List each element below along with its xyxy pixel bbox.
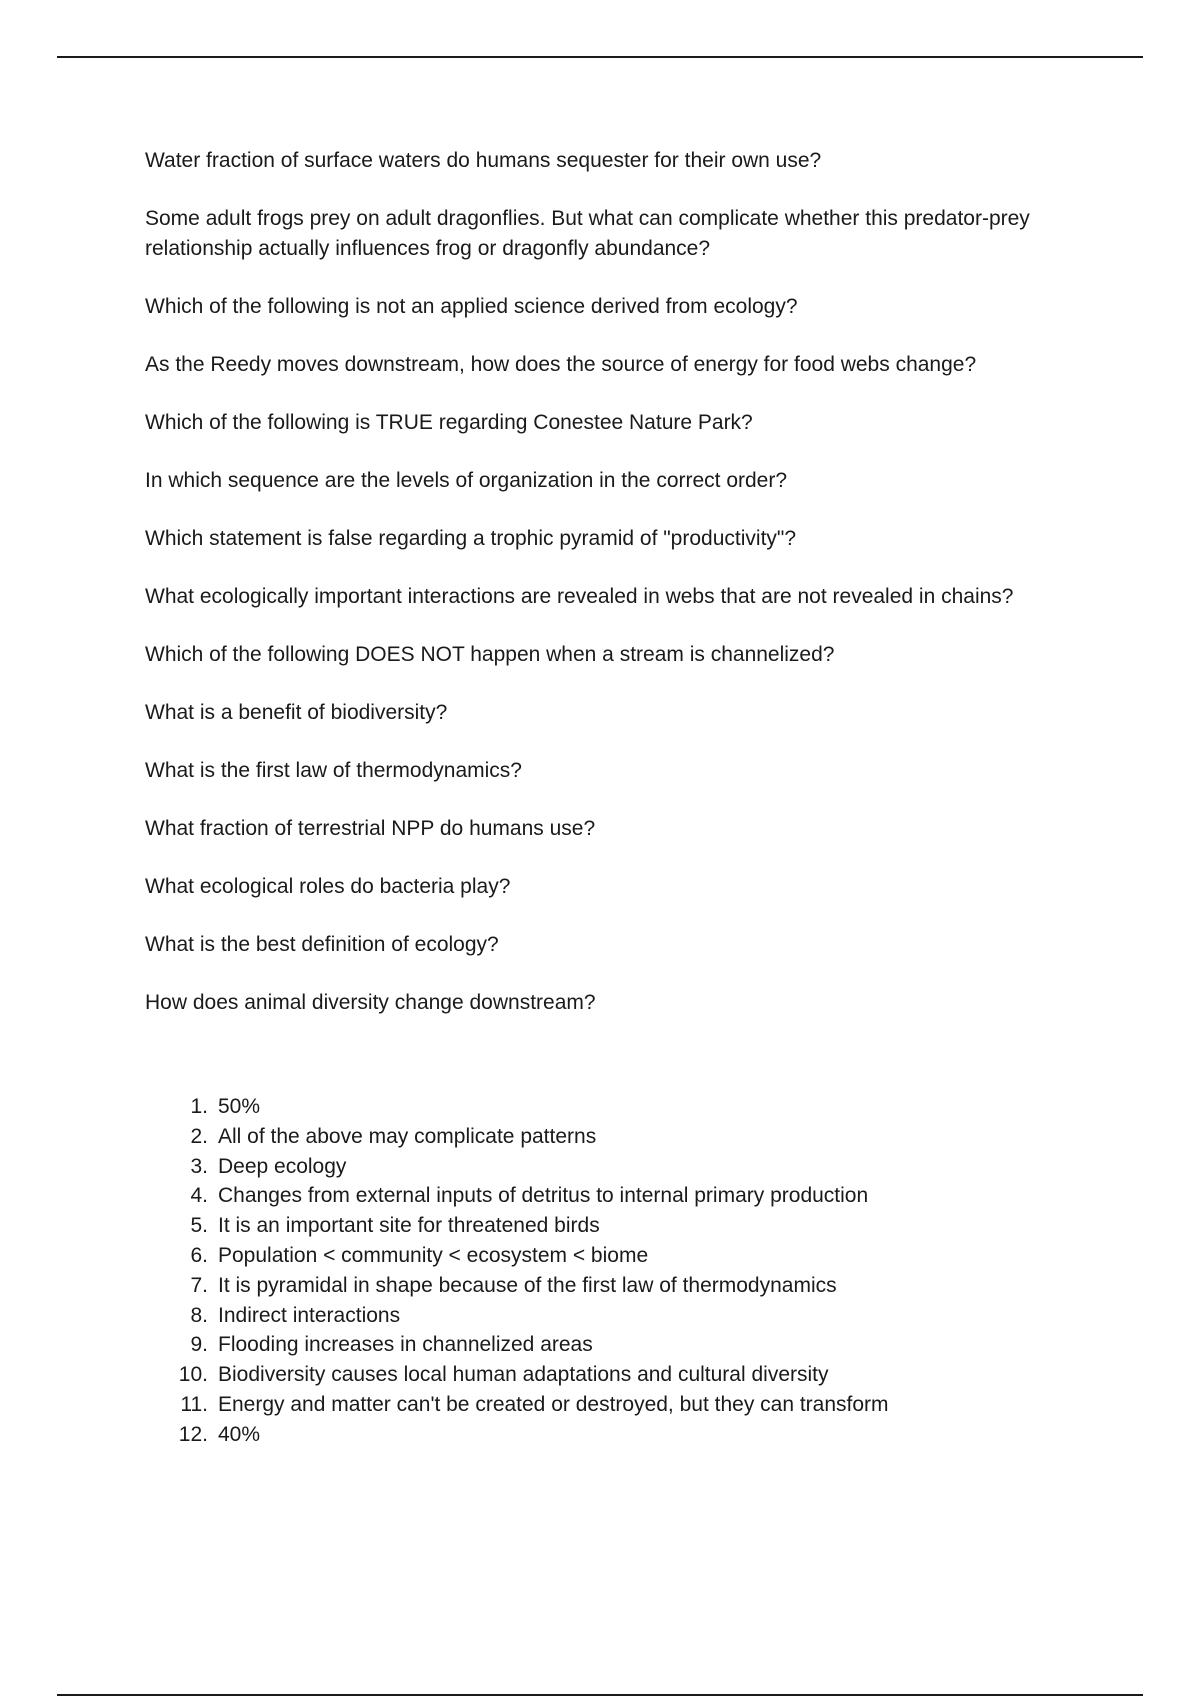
- answer-item: [170, 1241, 1070, 1271]
- question-item: What ecologically important interactions are revealed in webs that are not revealed in chains?: [145, 585, 1014, 608]
- answer-item: [170, 1122, 1070, 1152]
- answer-number: 5.: [190, 1214, 208, 1238]
- answer-number: 3.: [190, 1154, 208, 1178]
- question-item: What fraction of terrestrial NPP do humans use?: [145, 817, 596, 840]
- answer-text: Energy and matter can't be created or destroyed, but they can transform: [218, 1392, 889, 1416]
- answer-item: [170, 1301, 1070, 1331]
- answer-text: Population < community < ecosystem < biome: [218, 1243, 649, 1267]
- answer-item: [170, 1360, 1070, 1390]
- answer-number: 10.: [178, 1363, 208, 1387]
- answer-item: [170, 1420, 1070, 1450]
- question-item: Water fraction of surface waters do humans sequester for their own use?: [145, 149, 822, 172]
- question-item: Which statement is false regarding a trophic pyramid of "productivity"?: [145, 527, 797, 550]
- answer-number: 7.: [190, 1273, 208, 1297]
- question-item: Some adult frogs prey on adult dragonflies. But what can complicate whether this predator-prey relationship actually influences frog or dragonfly abundance?: [145, 207, 1030, 260]
- answer-item: [170, 1390, 1070, 1420]
- answer-text: It is an important site for threatened birds: [218, 1214, 600, 1238]
- answer-item: [170, 1152, 1070, 1182]
- question-item: What is a benefit of biodiversity?: [145, 701, 448, 724]
- answer-text: Changes from external inputs of detritus to internal primary production: [218, 1184, 869, 1208]
- answer-text: 40%: [218, 1422, 261, 1446]
- question-list: [145, 146, 1105, 1046]
- answer-item: [170, 1271, 1070, 1301]
- question-item: As the Reedy moves downstream, how does the source of energy for food webs change?: [145, 353, 977, 376]
- answer-number: 4.: [190, 1184, 208, 1208]
- question-item: How does animal diversity change downstream?: [145, 991, 596, 1014]
- answer-text: All of the above may complicate patterns: [218, 1124, 597, 1148]
- answer-number: 12.: [178, 1422, 208, 1446]
- answer-text: Indirect interactions: [218, 1303, 401, 1327]
- answer-number: 6.: [190, 1243, 208, 1267]
- answer-item: [170, 1211, 1070, 1241]
- question-item: In which sequence are the levels of organization in the correct order?: [145, 469, 788, 492]
- question-item: What is the first law of thermodynamics?: [145, 759, 522, 782]
- answer-text: Flooding increases in channelized areas: [218, 1333, 593, 1357]
- answer-item: [170, 1181, 1070, 1211]
- answer-text: Biodiversity causes local human adaptations and cultural diversity: [218, 1363, 829, 1387]
- question-item: What is the best definition of ecology?: [145, 933, 499, 956]
- answer-number: 11.: [180, 1392, 208, 1416]
- question-item: What ecological roles do bacteria play?: [145, 875, 511, 898]
- answer-number: 1.: [190, 1095, 208, 1118]
- footer-rule: [57, 1694, 1143, 1696]
- answer-number: 9.: [190, 1333, 208, 1357]
- answer-text: It is pyramidal in shape because of the first law of thermodynamics: [218, 1273, 837, 1297]
- answer-item: [170, 1330, 1070, 1360]
- answer-text: Deep ecology: [218, 1154, 347, 1178]
- question-item: Which of the following is TRUE regarding Conestee Nature Park?: [145, 411, 753, 434]
- question-item: Which of the following is not an applied science derived from ecology?: [145, 295, 798, 318]
- question-item: Which of the following DOES NOT happen when a stream is channelized?: [145, 643, 835, 666]
- header-rule: [57, 56, 1143, 58]
- answer-list: [170, 1092, 1070, 1450]
- answer-text: 50%: [218, 1095, 261, 1118]
- answer-item: [170, 1092, 1070, 1122]
- answer-number: 2.: [190, 1124, 208, 1148]
- answer-number: 8.: [190, 1303, 208, 1327]
